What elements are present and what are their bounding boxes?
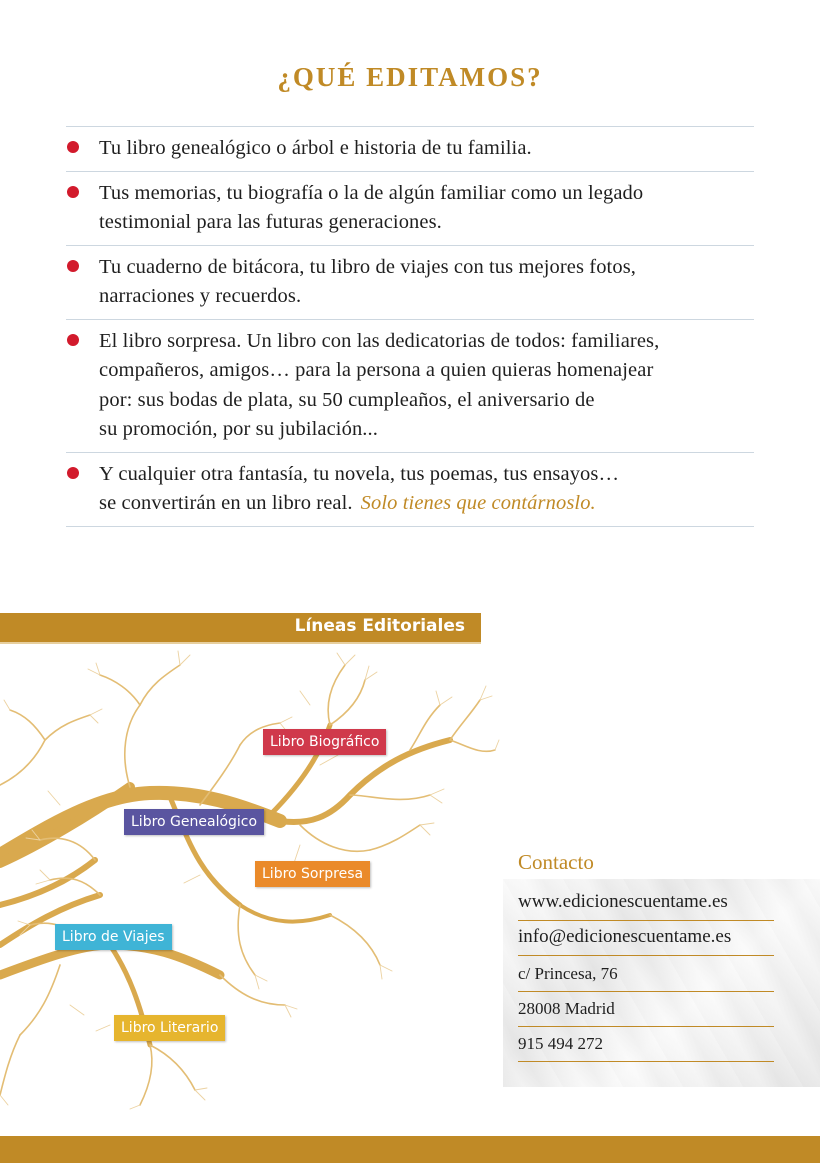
lineas-editoriales-title: Líneas Editoriales xyxy=(294,616,465,636)
item-text: El libro sorpresa. Un libro con las dedicatorias de todos: familiares, xyxy=(99,329,660,352)
footer-bar xyxy=(0,1136,820,1163)
item-text: testimonial para las futuras generaciones. xyxy=(99,211,442,233)
item-text: Tu cuaderno de bitácora, tu libro de viajes con tus mejores fotos, xyxy=(99,255,637,278)
bullet-icon xyxy=(67,260,79,272)
contact-phone: 915 494 272 xyxy=(518,1034,774,1062)
tag-label: Libro Biográfico xyxy=(270,734,380,750)
contact-title: Contacto xyxy=(518,850,594,874)
lineas-editoriales-banner xyxy=(0,613,481,644)
tag-libro-de-viajes xyxy=(55,924,172,950)
tag-libro-genealogico xyxy=(124,809,264,835)
contact-city: 28008 Madrid xyxy=(518,999,774,1027)
item-text: Y cualquier otra fantasía, tu novela, tus poemas, tus ensayos… xyxy=(99,462,620,485)
item-text: Tu libro genealógico o árbol e historia de tu familia. xyxy=(99,137,532,159)
list-item xyxy=(66,126,754,171)
item-text: su promoción, por su jubilación... xyxy=(99,418,378,440)
item-emphasis: Solo tienes que contárnoslo. xyxy=(360,492,596,514)
list-item xyxy=(66,245,754,319)
tag-libro-literario xyxy=(114,1015,225,1041)
tree-branches-illustration xyxy=(0,645,500,1115)
tag-label: Libro Sorpresa xyxy=(262,866,364,882)
bullet-icon xyxy=(67,186,79,198)
contact-box xyxy=(503,879,820,1087)
list-item xyxy=(66,452,754,527)
item-text-part: se convertirán en un libro real. xyxy=(99,492,353,514)
tag-label: Libro de Viajes xyxy=(62,929,165,945)
bullet-icon xyxy=(67,334,79,346)
item-text: por: sus bodas de plata, su 50 cumpleaños, el aniversario de xyxy=(99,388,595,411)
contact-website[interactable]: www.edicionescuentame.es xyxy=(518,891,774,921)
list-item xyxy=(66,319,754,452)
bullet-icon xyxy=(67,467,79,479)
item-text: Tus memorias, tu biografía o la de algún familiar como un legado xyxy=(99,181,644,204)
tag-label: Libro Literario xyxy=(121,1020,219,1036)
list-item xyxy=(66,171,754,245)
contact-email[interactable]: info@edicionescuentame.es xyxy=(518,926,774,956)
page-title: ¿QUÉ EDITAMOS? xyxy=(277,62,543,92)
editions-list xyxy=(66,126,754,527)
item-text: narraciones y recuerdos. xyxy=(99,285,302,307)
contact-address: c/ Princesa, 76 xyxy=(518,964,774,992)
item-text xyxy=(99,489,754,519)
tag-label: Libro Genealógico xyxy=(131,814,258,830)
tag-libro-biografico xyxy=(263,729,386,755)
item-text: compañeros, amigos… para la persona a quien quieras homenajear xyxy=(99,359,654,381)
tag-libro-sorpresa xyxy=(255,861,370,887)
bullet-icon xyxy=(67,141,79,153)
